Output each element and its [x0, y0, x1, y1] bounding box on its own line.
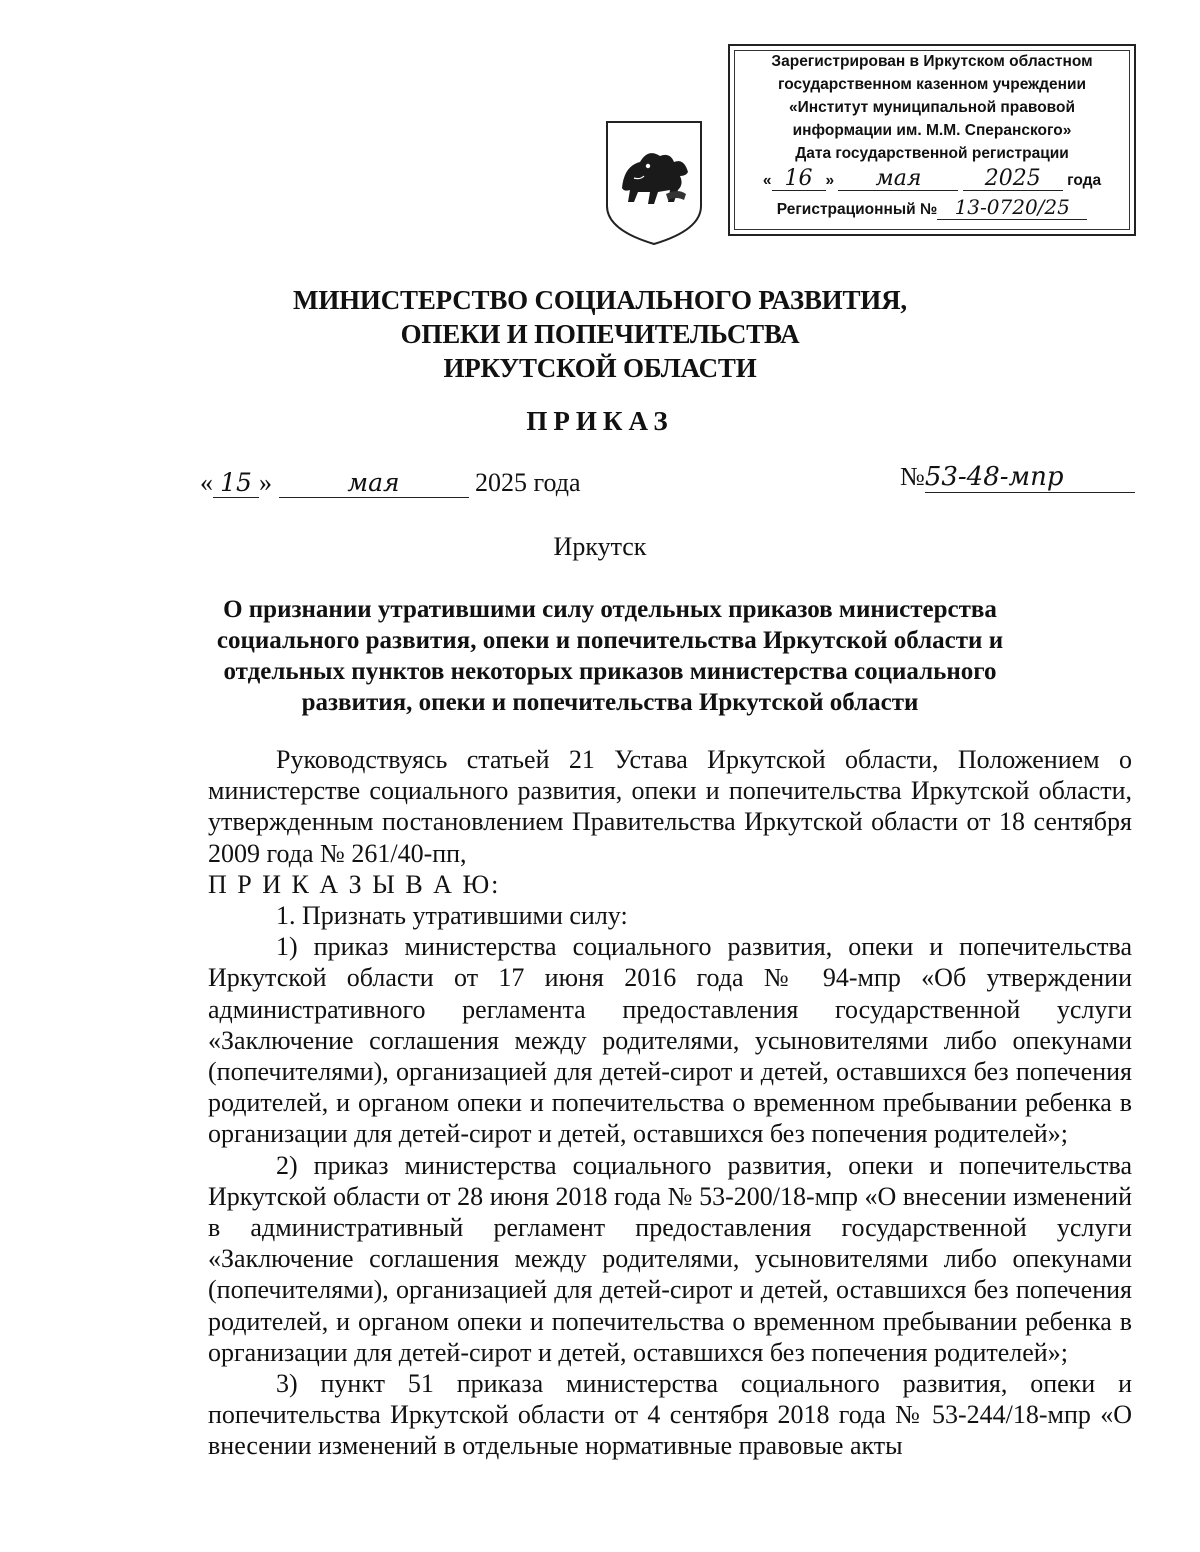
stamp-year-suffix: года — [1067, 172, 1102, 189]
order-directive: П Р И К А З Ы В А Ю: — [208, 869, 501, 899]
ministry-name-line-1: МИНИСТЕРСТВО СОЦИАЛЬНОГО РАЗВИТИЯ, — [293, 285, 907, 315]
ministry-name-line-2: ОПЕКИ И ПОПЕЧИТЕЛЬСТВА — [400, 319, 800, 349]
date-year: 2025 года — [475, 468, 581, 497]
registration-stamp — [728, 44, 1136, 236]
stamp-line-2: государственном казенном учреждении — [777, 76, 1087, 93]
stamp-line-3: «Институт муниципальной правовой — [789, 99, 1075, 116]
stamp-month: мая — [838, 167, 958, 191]
date-open-quote: « — [200, 468, 213, 497]
stamp-day: 16 — [772, 167, 826, 191]
stamp-day-open-quote: « — [762, 172, 772, 189]
clause-1-item-1: 1) приказ министерства социального развития, опеки и попечительства Иркутской области от 17 июня 2016 года № 94-мпр «Об утверждении административного регламента предоставления государственной услуги «Заключение соглашения между родителями, усыновителями либо опекунами (попечителями), организацией для детей-сирот и детей, оставшихся без попечения родителей, и органом опеки и попечительства о временном пребывании ребенка в организации для детей-сирот и детей, оставшихся без попечения родителей»; — [208, 932, 1132, 1149]
city-name: Иркутск — [553, 532, 647, 561]
stamp-reg-label: Регистрационный № — [776, 201, 938, 218]
document-type-title: ПРИКАЗ — [526, 406, 674, 436]
stamp-line-5: Дата государственной регистрации — [795, 145, 1069, 162]
stamp-year: 2025 — [963, 167, 1063, 191]
stamp-line-4: информации им. М.М. Сперанского» — [792, 122, 1072, 139]
date-month: мая — [279, 468, 469, 498]
order-number — [900, 462, 1135, 493]
stamp-line-1: Зарегистрирован в Иркутском областном — [771, 53, 1093, 70]
order-date — [200, 468, 581, 498]
order-subject: О признании утратившими силу отдельных приказов министерства социального развития, опеки и попечительства Иркутской области и отдельных пунктов некоторых приказов министерства социального развития, опеки и попечительства Иркутской области — [216, 596, 1004, 716]
preamble-paragraph: Руководствуясь статьей 21 Устава Иркутской области, Положением о министерстве социального развития, опеки и попечительства Иркутской области, утвержденным постановлением Правительства Иркутской области от 18 сентября 2009 года № 261/40-пп, — [208, 745, 1132, 868]
number-value: 53-48-мпр — [925, 462, 1135, 493]
order-body — [208, 744, 1132, 1462]
clause-1-item-3: 3) пункт 51 приказа министерства социального развития, опеки и попечительства Иркутской области от 4 сентября 2018 года № 53-244/18-мпр «О внесении изменений в отдельные нормативные правовые акты — [208, 1369, 1132, 1461]
date-close-quote: » — [259, 468, 272, 497]
coat-of-arms-emblem — [604, 118, 704, 246]
number-prefix: № — [900, 462, 925, 491]
ministry-name-line-3: ИРКУТСКОЙ ОБЛАСТИ — [443, 353, 757, 383]
date-day: 15 — [213, 468, 259, 498]
stamp-date-line — [730, 165, 1134, 192]
clause-1-item-2: 2) приказ министерства социального развития, опеки и попечительства Иркутской области от 28 июня 2018 года № 53-200/18-мпр «О внесении изменений в административный регламент предоставления государственной услуги «Заключение соглашения между родителями, усыновителями либо опекунами (попечителями), организацией для детей-сирот и детей, оставшихся без попечения родителей, и органом опеки и попечительства о временном пребывании ребенка в организации для детей-сирот и детей, оставшихся без попечения родителей»; — [208, 1150, 1132, 1367]
clause-1: 1. Признать утратившими силу: — [276, 901, 628, 931]
stamp-reg-line — [730, 192, 1134, 221]
stamp-reg-number: 13-0720/25 — [937, 196, 1087, 220]
stamp-day-close-quote: » — [825, 172, 835, 189]
